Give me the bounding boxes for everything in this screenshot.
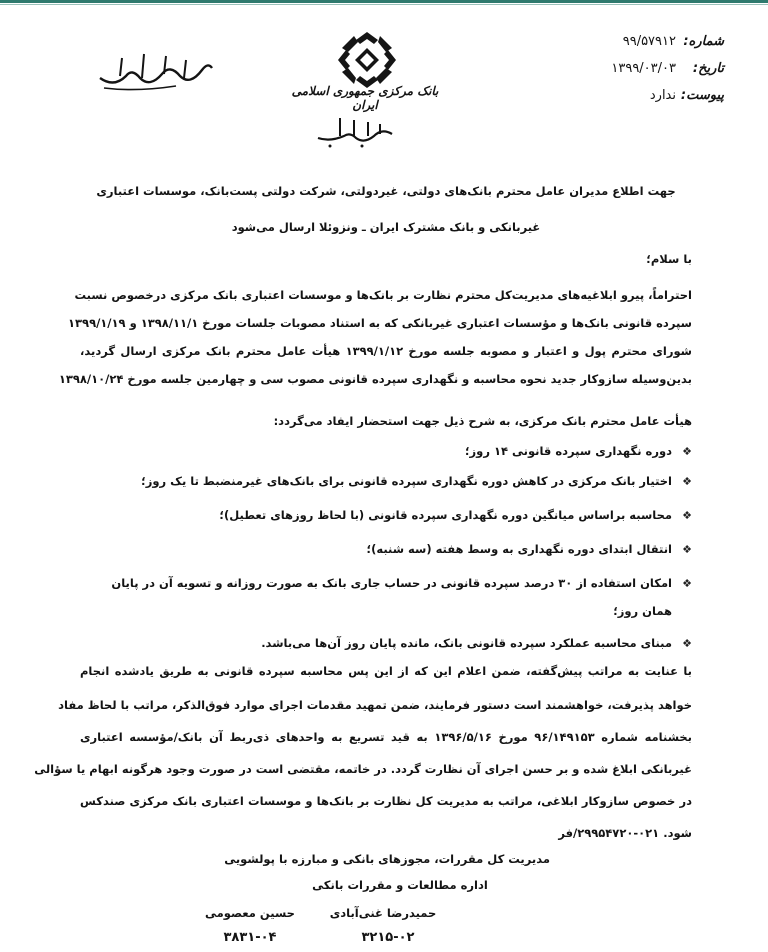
- signatory-name-left: حسین معصومی: [205, 906, 295, 920]
- closing-line: با عنایت به مراتب پیش‌گفته، ضمن اعلام این که از این پس محاسبه سپرده قانونی به طریق یادشده انجام: [80, 664, 692, 678]
- closing-line: خواهد پذیرفت، خواهشمند است دستور فرمایند، ضمن تمهید مقدمات اجرای موارد فوق‌الذکر، مراتب با لحاظ مفاد: [58, 698, 692, 712]
- address-block: [80, 184, 692, 244]
- header-labels: [681, 28, 724, 109]
- attachment-label: پیوست:: [680, 88, 724, 103]
- signatory-code-right: ۳۲۱۵-۰۲: [361, 930, 415, 945]
- signatory-name-right: حمیدرضا غنی‌آبادی: [329, 906, 437, 920]
- list-item: ❖انتقال ابتدای دوره نگهداری به وسط هفته (سه شنبه)؛: [366, 542, 692, 556]
- intro-line: هیأت عامل محترم بانک مرکزی، به شرح ذیل جهت استحضار ایفاد می‌گردد:: [273, 414, 692, 428]
- bank-logo-icon: [336, 30, 398, 90]
- intro-line: شورای محترم پول و اعتبار و مصوبه جلسه مورخ ۱۳۹۹/۱/۱۲ هیأت عامل محترم بانک مرکزی ارسال گردید،: [80, 344, 692, 358]
- date-value: ۱۳۹۹/۰۳/۰۳: [611, 61, 676, 76]
- bismillah-calligraphy: [310, 112, 400, 150]
- intro-line: بدین‌وسیله سازوکار جدید نحوه محاسبه و نگهداری سپرده قانونی مصوب سی و چهارمین جلسه مورخ ۱۳۹۸/۱۰/۲۴: [58, 372, 692, 386]
- top-rule-thin: [0, 4, 768, 5]
- slogan-calligraphy: [96, 48, 216, 94]
- signature-dept-2: اداره مطالعات و مقررات بانکی: [312, 878, 488, 892]
- intro-line: احتراماً، پیرو ابلاغیه‌های مدیریت‌کل محترم نظارت بر بانک‌ها و موسسات اعتباری بانک مرکزی درخصوص نسبت: [74, 288, 692, 302]
- signature-dept-1: مدیریت کل مقررات، مجوزهای بانکی و مبارزه با پولشویی: [224, 852, 550, 866]
- header-values: [596, 28, 676, 109]
- intro-line: سپرده قانونی بانک‌ها و مؤسسات اعتباری غیربانکی که به استناد مصوبات جلسات مورخ ۱۳۹۸/۱۱/۱ و ۱۳۹۹/۱/۱۹: [68, 316, 692, 330]
- closing-line: در خصوص سازوکار ابلاغی، مراتب به مدیریت کل نظارت بر بانک‌ها و موسسات اعتباری بانک مرکزی صندکس: [80, 794, 692, 808]
- bullet-icon: ❖: [682, 445, 692, 458]
- number-value: ۹۹/۵۷۹۱۲: [622, 34, 676, 49]
- top-rule: [0, 0, 768, 3]
- address-line-1: جهت اطلاع مدیران عامل محترم بانک‌های دولتی، غیردولتی، شرکت دولتی پست‌بانک، موسسات اعتباری: [96, 184, 676, 198]
- greeting: با سلام؛: [646, 252, 692, 266]
- signatory-code-left: ۳۸۳۱-۰۴: [223, 930, 277, 945]
- date-label: تاریخ:: [692, 61, 724, 76]
- bullet-icon: ❖: [682, 543, 692, 556]
- list-item-continuation: همان روز؛: [613, 604, 672, 618]
- list-item: ❖محاسبه براساس میانگین دوره نگهداری سپرده قانونی (با لحاظ روزهای تعطیل)؛: [219, 508, 692, 522]
- closing-line: غیربانکی ابلاغ شده و بر حسن اجرای آن نظارت گردد. در خاتمه، مقتضی است در صورت وجود هرگونه ابهام یا سؤالی: [34, 762, 692, 776]
- closing-line: بخشنامه شماره ۹۶/۱۴۹۱۵۳ مورخ ۱۳۹۶/۵/۱۶ به قید تسریع به واحدهای ذی‌ربط آن بانک/مؤسسه اعتباری: [80, 730, 692, 744]
- attachment-value: ندارد: [649, 88, 676, 103]
- list-item: ❖دوره نگهداری سپرده قانونی ۱۴ روز؛: [464, 444, 692, 458]
- address-line-2: غیربانکی و بانک مشترک ایران ـ ونزوئلا ارسال می‌شود: [231, 220, 541, 234]
- bullet-icon: ❖: [682, 577, 692, 590]
- bullet-icon: ❖: [682, 637, 692, 650]
- bullet-icon: ❖: [682, 509, 692, 522]
- number-label: شماره:: [683, 34, 724, 49]
- bank-name: بانک مرکزی جمهوری اسلامی ایران: [291, 84, 439, 112]
- list-item: ❖اختیار بانک مرکزی در کاهش دوره نگهداری سپرده قانونی برای بانک‌های غیرمنضبط تا یک روز؛: [141, 474, 692, 488]
- list-item: ❖امکان استفاده از ۳۰ درصد سپرده قانونی در حساب جاری بانک به صورت روزانه و تسویه آن در پایان: [111, 576, 692, 590]
- bullet-icon: ❖: [682, 475, 692, 488]
- closing-line: شود. ۰۲۱-۲۹۹۵۴۷۲۰/فر: [558, 826, 692, 840]
- list-item: ❖مبنای محاسبه عملکرد سپرده قانونی بانک، مانده پایان روز آن‌ها می‌باشد.: [261, 636, 692, 650]
